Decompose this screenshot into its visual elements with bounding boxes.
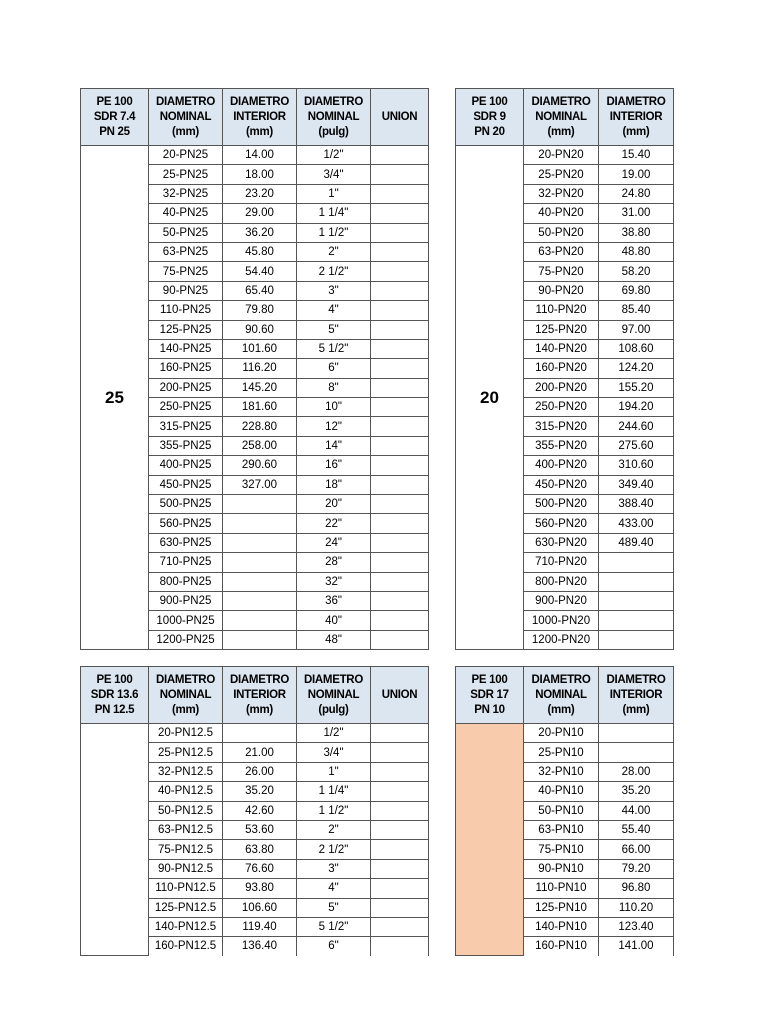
table-cell: 800-PN20 [524, 572, 599, 591]
table-cell: 14.00 [223, 146, 297, 165]
pressure-label-cell: 20 [456, 146, 524, 650]
table-cell: 40-PN10 [524, 782, 599, 801]
table-cell: 250-PN25 [149, 398, 223, 417]
table-cell [371, 553, 429, 572]
table-cell: 79.20 [599, 859, 674, 878]
table-cell: 50-PN12.5 [149, 801, 223, 820]
table-cell: 20-PN25 [149, 146, 223, 165]
table-cell: 10" [297, 398, 371, 417]
column-header: DIAMETRO NOMINAL (mm) [524, 89, 599, 146]
table-cell: 66.00 [599, 840, 674, 859]
table-cell [371, 301, 429, 320]
table-cell [371, 879, 429, 898]
table-cell [371, 165, 429, 184]
table-cell: 1/2" [297, 146, 371, 165]
table-cell [371, 495, 429, 514]
table-cell: 32-PN12.5 [149, 762, 223, 781]
table-cell: 5 1/2" [297, 917, 371, 936]
table-cell: 26.00 [223, 762, 297, 781]
table-cell [371, 898, 429, 917]
table-cell [371, 533, 429, 552]
table-cell: 63-PN12.5 [149, 820, 223, 839]
table-cell: 15.40 [599, 146, 674, 165]
table-cell: 97.00 [599, 320, 674, 339]
table-cell: 48.80 [599, 242, 674, 261]
header-row [81, 667, 429, 724]
table-cell: 400-PN25 [149, 456, 223, 475]
table-cell: 35.20 [599, 782, 674, 801]
table-cell: 123.40 [599, 917, 674, 936]
table-cell: 90-PN25 [149, 281, 223, 300]
table-cell: 25-PN12.5 [149, 743, 223, 762]
header-row [456, 667, 674, 724]
table-cell: 38.80 [599, 223, 674, 242]
table-cell: 32-PN20 [524, 184, 599, 203]
table-cell [371, 782, 429, 801]
table-cell [371, 281, 429, 300]
table-cell [371, 320, 429, 339]
table-cell [371, 801, 429, 820]
table-cell: 1/2" [297, 724, 371, 743]
table-cell: 136.40 [223, 937, 297, 956]
table-cell: 75-PN20 [524, 262, 599, 281]
header-row [456, 89, 674, 146]
table-cell: 155.20 [599, 378, 674, 397]
table-cell: 290.60 [223, 456, 297, 475]
table-cell: 125-PN20 [524, 320, 599, 339]
table-cell: 160-PN20 [524, 359, 599, 378]
table-cell: 400-PN20 [524, 456, 599, 475]
table-cell: 1000-PN25 [149, 611, 223, 630]
table-cell: 1 1/2" [297, 223, 371, 242]
table-cell [223, 630, 297, 649]
table-cell: 355-PN25 [149, 436, 223, 455]
table-cell: 40-PN12.5 [149, 782, 223, 801]
table-cell [371, 262, 429, 281]
table-cell: 36" [297, 591, 371, 610]
table-cell: 76.60 [223, 859, 297, 878]
table-cell: 194.20 [599, 398, 674, 417]
table-cell: 19.00 [599, 165, 674, 184]
table-cell: 42.60 [223, 801, 297, 820]
table-cell: 630-PN25 [149, 533, 223, 552]
column-header: PE 100 SDR 7.4 PN 25 [81, 89, 149, 146]
table-cell: 12" [297, 417, 371, 436]
table-cell [599, 553, 674, 572]
table-cell: 53.60 [223, 820, 297, 839]
table-cell [223, 591, 297, 610]
column-header: UNION [371, 89, 429, 146]
table-cell: 310.60 [599, 456, 674, 475]
table-cell: 388.40 [599, 495, 674, 514]
table-cell: 116.20 [223, 359, 297, 378]
table-row [81, 724, 429, 743]
table-cell: 5 1/2" [297, 339, 371, 358]
table-row [456, 724, 674, 743]
table-cell: 349.40 [599, 475, 674, 494]
table-cell: 119.40 [223, 917, 297, 936]
table-cell: 800-PN25 [149, 572, 223, 591]
table-cell [371, 937, 429, 956]
table-cell: 1 1/4" [297, 204, 371, 223]
table-cell: 125-PN25 [149, 320, 223, 339]
table-cell [371, 475, 429, 494]
column-header: PE 100 SDR 17 PN 10 [456, 667, 524, 724]
table-cell: 489.40 [599, 533, 674, 552]
table-cell: 110-PN25 [149, 301, 223, 320]
table-cell [223, 495, 297, 514]
table-sdr-7-4-pn25 [80, 88, 429, 650]
table-cell [371, 514, 429, 533]
table-cell: 450-PN25 [149, 475, 223, 494]
column-header: DIAMETRO NOMINAL (mm) [149, 667, 223, 724]
column-header: DIAMETRO NOMINAL (pulg) [297, 89, 371, 146]
table-cell [371, 456, 429, 475]
table-cell: 63.80 [223, 840, 297, 859]
table-cell: 181.60 [223, 398, 297, 417]
table-cell [371, 359, 429, 378]
table-cell: 275.60 [599, 436, 674, 455]
table-cell [371, 859, 429, 878]
table-cell: 20-PN20 [524, 146, 599, 165]
table-cell: 124.20 [599, 359, 674, 378]
table-cell: 560-PN20 [524, 514, 599, 533]
table-cell [599, 724, 674, 743]
column-header: DIAMETRO NOMINAL (mm) [524, 667, 599, 724]
table-cell: 54.40 [223, 262, 297, 281]
table-cell: 32" [297, 572, 371, 591]
table-cell: 90-PN10 [524, 859, 599, 878]
table-cell: 32-PN25 [149, 184, 223, 203]
pressure-label-cell [456, 724, 524, 956]
table-cell: 355-PN20 [524, 436, 599, 455]
table-cell: 228.80 [223, 417, 297, 436]
table-cell: 3" [297, 281, 371, 300]
table-cell: 21.00 [223, 743, 297, 762]
table-cell [371, 630, 429, 649]
table-cell: 20-PN12.5 [149, 724, 223, 743]
table-cell: 2" [297, 820, 371, 839]
table-cell: 45.80 [223, 242, 297, 261]
table-cell [371, 917, 429, 936]
column-header: PE 100 SDR 13.6 PN 12.5 [81, 667, 149, 724]
table-cell: 63-PN25 [149, 242, 223, 261]
table-cell [371, 242, 429, 261]
table-row [456, 146, 674, 165]
table-cell [599, 572, 674, 591]
table-cell: 200-PN20 [524, 378, 599, 397]
table-cell: 160-PN12.5 [149, 937, 223, 956]
table-cell: 25-PN25 [149, 165, 223, 184]
table-cell: 75-PN12.5 [149, 840, 223, 859]
table-cell: 36.20 [223, 223, 297, 242]
table-cell [223, 572, 297, 591]
table-cell [223, 514, 297, 533]
table-cell: 710-PN25 [149, 553, 223, 572]
table-cell: 630-PN20 [524, 533, 599, 552]
table-cell: 160-PN25 [149, 359, 223, 378]
table-cell: 500-PN20 [524, 495, 599, 514]
table-cell [223, 611, 297, 630]
table-cell: 900-PN25 [149, 591, 223, 610]
table-cell: 710-PN20 [524, 553, 599, 572]
table-cell: 1" [297, 184, 371, 203]
table-cell: 85.40 [599, 301, 674, 320]
table-sdr-13-6-pn12-5 [80, 666, 429, 956]
table-cell [371, 223, 429, 242]
table-cell: 75-PN10 [524, 840, 599, 859]
table-cell: 106.60 [223, 898, 297, 917]
table-cell: 327.00 [223, 475, 297, 494]
table-cell: 25-PN20 [524, 165, 599, 184]
table-cell: 90-PN20 [524, 281, 599, 300]
table-cell: 24" [297, 533, 371, 552]
column-header: DIAMETRO NOMINAL (mm) [149, 89, 223, 146]
table-cell: 900-PN20 [524, 591, 599, 610]
table-cell: 140-PN25 [149, 339, 223, 358]
table-cell: 110-PN10 [524, 879, 599, 898]
table-cell: 50-PN10 [524, 801, 599, 820]
table-cell: 50-PN20 [524, 223, 599, 242]
table-cell: 244.60 [599, 417, 674, 436]
table-cell: 58.20 [599, 262, 674, 281]
table-cell: 500-PN25 [149, 495, 223, 514]
table-cell: 44.00 [599, 801, 674, 820]
table-cell: 40-PN20 [524, 204, 599, 223]
table-cell [371, 762, 429, 781]
table-cell: 31.00 [599, 204, 674, 223]
table-cell: 75-PN25 [149, 262, 223, 281]
table-cell: 140-PN12.5 [149, 917, 223, 936]
table-cell [371, 591, 429, 610]
header-row [81, 89, 429, 146]
table-cell: 48" [297, 630, 371, 649]
table-cell: 2" [297, 242, 371, 261]
table-cell [599, 591, 674, 610]
table-cell: 63-PN10 [524, 820, 599, 839]
table-cell: 2 1/2" [297, 840, 371, 859]
table-cell: 90-PN12.5 [149, 859, 223, 878]
table-cell [371, 398, 429, 417]
table-cell: 40" [297, 611, 371, 630]
table-cell: 2 1/2" [297, 262, 371, 281]
table-cell: 140-PN20 [524, 339, 599, 358]
table-cell: 18" [297, 475, 371, 494]
table-cell: 4" [297, 879, 371, 898]
table-cell: 90.60 [223, 320, 297, 339]
column-header: DIAMETRO INTERIOR (mm) [223, 667, 297, 724]
table-cell [371, 611, 429, 630]
table-cell [223, 533, 297, 552]
table-cell: 200-PN25 [149, 378, 223, 397]
table-cell [599, 630, 674, 649]
table-cell: 1200-PN25 [149, 630, 223, 649]
table-cell: 35.20 [223, 782, 297, 801]
table-cell: 93.80 [223, 879, 297, 898]
table-cell: 25-PN10 [524, 743, 599, 762]
column-header: DIAMETRO INTERIOR (mm) [599, 667, 674, 724]
table-cell: 110.20 [599, 898, 674, 917]
table-cell [599, 611, 674, 630]
table-cell: 108.60 [599, 339, 674, 358]
table-cell: 4" [297, 301, 371, 320]
table-cell [223, 724, 297, 743]
table-cell: 160-PN10 [524, 937, 599, 956]
table-cell: 24.80 [599, 184, 674, 203]
table-cell [371, 339, 429, 358]
table-cell: 258.00 [223, 436, 297, 455]
table-cell [371, 184, 429, 203]
table-cell: 141.00 [599, 937, 674, 956]
table-cell: 32-PN10 [524, 762, 599, 781]
table-cell: 433.00 [599, 514, 674, 533]
table-cell: 6" [297, 359, 371, 378]
table-cell: 3" [297, 859, 371, 878]
table-cell: 6" [297, 937, 371, 956]
table-cell: 140-PN10 [524, 917, 599, 936]
table-cell: 101.60 [223, 339, 297, 358]
table-cell [371, 743, 429, 762]
table-cell: 145.20 [223, 378, 297, 397]
column-header: PE 100 SDR 9 PN 20 [456, 89, 524, 146]
table-cell: 20-PN10 [524, 724, 599, 743]
table-cell: 560-PN25 [149, 514, 223, 533]
table-cell: 110-PN20 [524, 301, 599, 320]
table-cell: 1 1/4" [297, 782, 371, 801]
table-cell [371, 146, 429, 165]
table-row [81, 146, 429, 165]
table-cell: 65.40 [223, 281, 297, 300]
table-cell: 28" [297, 553, 371, 572]
table-cell: 250-PN20 [524, 398, 599, 417]
column-header: UNION [371, 667, 429, 724]
table-cell: 40-PN25 [149, 204, 223, 223]
table-cell [371, 840, 429, 859]
table-cell: 450-PN20 [524, 475, 599, 494]
table-cell: 1200-PN20 [524, 630, 599, 649]
table-cell [371, 417, 429, 436]
column-header: DIAMETRO INTERIOR (mm) [599, 89, 674, 146]
column-header: DIAMETRO INTERIOR (mm) [223, 89, 297, 146]
table-cell: 55.40 [599, 820, 674, 839]
table-cell: 3/4" [297, 165, 371, 184]
table-cell [371, 204, 429, 223]
table-cell: 14" [297, 436, 371, 455]
table-cell: 110-PN12.5 [149, 879, 223, 898]
table-cell: 8" [297, 378, 371, 397]
table-cell: 20" [297, 495, 371, 514]
table-cell: 28.00 [599, 762, 674, 781]
pressure-label-cell [81, 724, 149, 956]
table-sdr-17-pn10 [455, 666, 674, 956]
table-cell [599, 743, 674, 762]
table-cell [371, 724, 429, 743]
table-cell: 23.20 [223, 184, 297, 203]
table-cell: 16" [297, 456, 371, 475]
table-cell: 1000-PN20 [524, 611, 599, 630]
table-cell: 5" [297, 320, 371, 339]
column-header: DIAMETRO NOMINAL (pulg) [297, 667, 371, 724]
table-cell: 315-PN20 [524, 417, 599, 436]
table-cell [223, 553, 297, 572]
table-cell: 79.80 [223, 301, 297, 320]
table-cell: 125-PN10 [524, 898, 599, 917]
table-cell: 29.00 [223, 204, 297, 223]
table-cell [371, 820, 429, 839]
table-cell: 5" [297, 898, 371, 917]
table-cell: 22" [297, 514, 371, 533]
table-cell [371, 378, 429, 397]
table-cell: 3/4" [297, 743, 371, 762]
table-cell: 63-PN20 [524, 242, 599, 261]
table-cell: 96.80 [599, 879, 674, 898]
table-sdr-9-pn20 [455, 88, 674, 650]
table-cell [371, 436, 429, 455]
table-cell: 1" [297, 762, 371, 781]
table-cell: 18.00 [223, 165, 297, 184]
pressure-label-cell: 25 [81, 146, 149, 650]
table-cell: 69.80 [599, 281, 674, 300]
table-cell: 1 1/2" [297, 801, 371, 820]
table-cell: 125-PN12.5 [149, 898, 223, 917]
table-cell: 315-PN25 [149, 417, 223, 436]
table-cell: 50-PN25 [149, 223, 223, 242]
table-cell [371, 572, 429, 591]
